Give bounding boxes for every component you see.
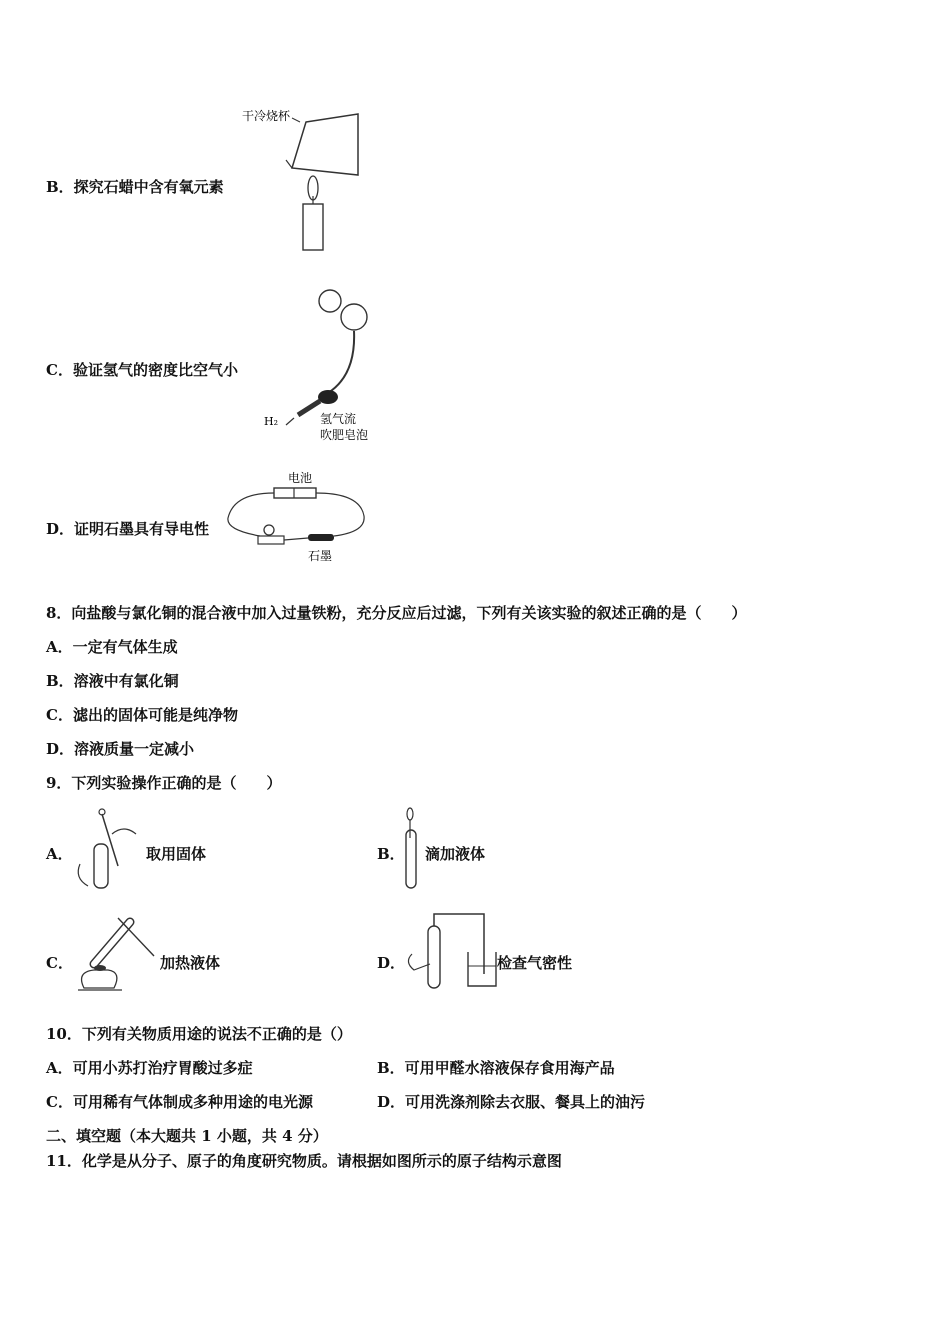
q8-stem: 8．向盐酸与氯化铜的混合液中加入过量铁粉，充分反应后过滤，下列有关该实验的叙述正确的是（ ） bbox=[46, 604, 747, 622]
q10-option-c: C．可用稀有气体制成多种用途的电光源 bbox=[46, 1093, 313, 1111]
q9-a-letter: A． bbox=[46, 845, 73, 863]
q9-b-text: 滴加液体 bbox=[425, 845, 486, 863]
q9-d-text: 检查气密性 bbox=[497, 954, 573, 972]
q11-stem: 11．化学是从分子、原子的角度研究物质。请根据如图所示的原子结构示意图 bbox=[46, 1152, 562, 1170]
q7-option-d: D．证明石墨具有导电性 bbox=[46, 520, 210, 538]
dropper-figure bbox=[398, 804, 428, 894]
q9-d-letter: D． bbox=[377, 954, 406, 972]
q8-option-b: B．溶液中有氯化铜 bbox=[46, 672, 179, 690]
candle-beaker-figure bbox=[240, 100, 370, 255]
q9-stem: 9．下列实验操作正确的是（ ） bbox=[46, 774, 282, 792]
q9-c-letter: C． bbox=[46, 954, 73, 972]
q9-b-letter: B． bbox=[377, 845, 405, 863]
hydrogen-bubble-figure bbox=[258, 285, 388, 445]
graphite-circuit-figure bbox=[222, 468, 382, 568]
q10-option-a: A．可用小苏打治疗胃酸过多症 bbox=[46, 1059, 253, 1077]
q10-option-b: B．可用甲醛水溶液保存食用海产品 bbox=[377, 1059, 615, 1077]
airtightness-figure bbox=[400, 906, 500, 992]
q10-stem: 10．下列有关物质用途的说法不正确的是（） bbox=[46, 1025, 352, 1043]
section2-heading: 二、填空题（本大题共 1 小题，共 4 分） bbox=[46, 1127, 328, 1145]
q8-option-c: C．滤出的固体可能是纯净物 bbox=[46, 706, 238, 724]
battery-label: 电池 bbox=[288, 471, 313, 485]
heating-liquid-figure bbox=[72, 912, 164, 994]
q8-option-a: A．一定有气体生成 bbox=[46, 638, 178, 656]
hydrogen-flow-label: 氢气流 bbox=[320, 412, 357, 426]
blow-bubble-label: 吹肥皂泡 bbox=[320, 428, 369, 442]
q9-c-text: 加热液体 bbox=[160, 954, 221, 972]
h2-label: H₂ bbox=[264, 415, 279, 428]
solid-sampling-figure bbox=[72, 804, 144, 894]
beaker-label: 干冷烧杯 bbox=[242, 109, 291, 123]
graphite-label: 石墨 bbox=[308, 549, 333, 563]
q8-option-d: D．溶液质量一定减小 bbox=[46, 740, 195, 758]
q7-option-b: B．探究石蜡中含有氧元素 bbox=[46, 178, 224, 196]
q10-option-d: D．可用洗涤剂除去衣服、餐具上的油污 bbox=[377, 1093, 646, 1111]
q9-a-text: 取用固体 bbox=[146, 845, 207, 863]
q7-option-c: C．验证氢气的密度比空气小 bbox=[46, 361, 238, 379]
